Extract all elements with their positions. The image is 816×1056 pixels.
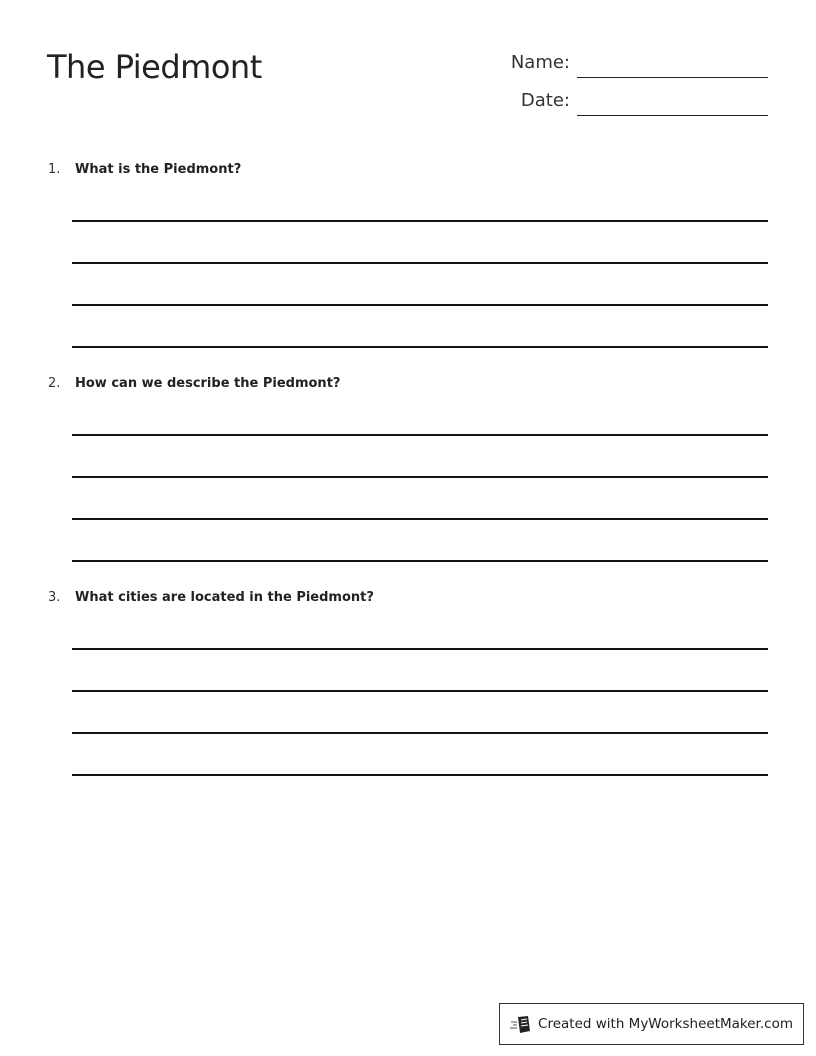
- answer-line[interactable]: [72, 220, 768, 222]
- answer-line[interactable]: [72, 690, 768, 692]
- answer-line[interactable]: [72, 732, 768, 734]
- answer-line[interactable]: [72, 560, 768, 562]
- answer-line[interactable]: [72, 648, 768, 650]
- question-text: How can we describe the Piedmont?: [75, 376, 341, 391]
- name-label: Name:: [510, 52, 570, 73]
- question-text: What cities are located in the Piedmont?: [75, 590, 374, 605]
- answer-line[interactable]: [72, 434, 768, 436]
- footer-text: Created with MyWorksheetMaker.com: [538, 1016, 793, 1032]
- name-field[interactable]: [577, 77, 768, 78]
- date-field[interactable]: [577, 115, 768, 116]
- date-label: Date:: [520, 90, 570, 111]
- question-number: 1.: [48, 162, 61, 177]
- question-text: What is the Piedmont?: [75, 162, 242, 177]
- answer-line[interactable]: [72, 774, 768, 776]
- answer-line[interactable]: [72, 518, 768, 520]
- answer-line[interactable]: [72, 476, 768, 478]
- answer-line[interactable]: [72, 346, 768, 348]
- answer-line[interactable]: [72, 262, 768, 264]
- answer-line[interactable]: [72, 304, 768, 306]
- worksheet-title: The Piedmont: [47, 48, 262, 86]
- worksheet-maker-logo-icon: [510, 1014, 532, 1034]
- question-number: 3.: [48, 590, 61, 605]
- question-number: 2.: [48, 376, 61, 391]
- footer-credit-badge[interactable]: [499, 1003, 804, 1045]
